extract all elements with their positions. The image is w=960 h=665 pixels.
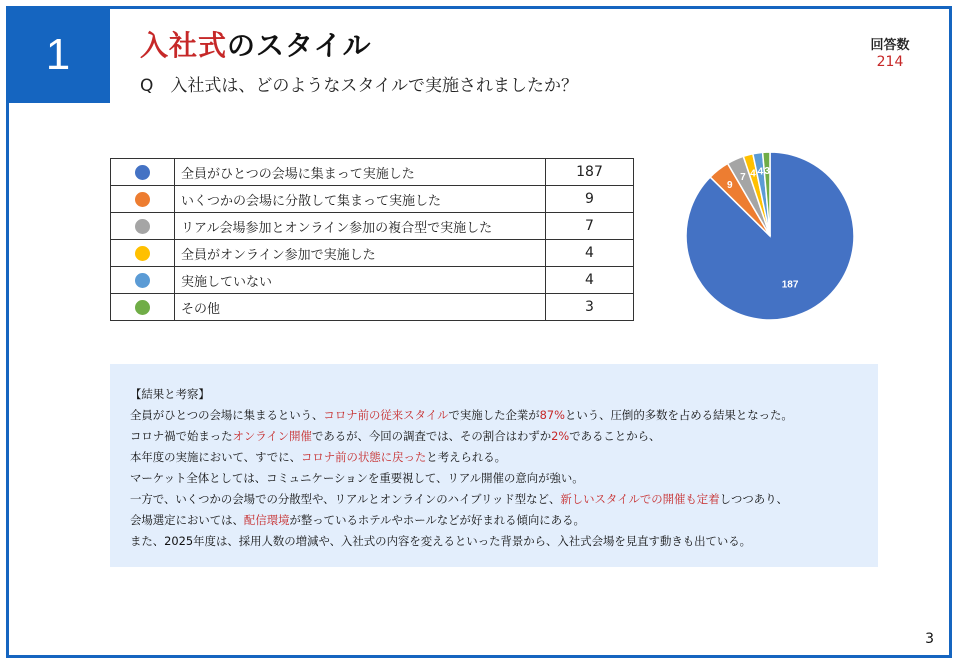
page-number: 3 xyxy=(925,631,934,647)
answer-value: 3 xyxy=(546,294,634,321)
section-number: 1 xyxy=(45,29,71,79)
answer-row xyxy=(111,240,634,267)
answer-color-cell xyxy=(111,294,175,321)
results-notes xyxy=(110,364,878,567)
answer-row xyxy=(111,294,634,321)
response-count-value: 214 xyxy=(876,54,904,70)
answer-label: 全員がオンライン参加で実施した xyxy=(175,240,546,267)
answer-value: 7 xyxy=(546,213,634,240)
title-accent: 入社式 xyxy=(140,29,228,62)
answer-color-cell xyxy=(111,267,175,294)
notes-highlight: 配信環境 xyxy=(243,513,290,527)
response-count xyxy=(860,34,920,70)
notes-heading: 【結果と考察】 xyxy=(130,387,210,401)
notes-highlight: 新しいスタイルでの開催も定着 xyxy=(560,492,720,506)
answer-color-cell xyxy=(111,240,175,267)
pie-data-label: 187 xyxy=(781,279,799,291)
notes-text: また、2025年度は、採用人数の増減や、入社式の内容を変えるといった背景から、入社式会場を見直す動きも出ている。 xyxy=(130,534,752,548)
answer-label: その他 xyxy=(175,294,546,321)
notes-text: コロナ禍で始まった xyxy=(130,429,233,443)
pie-data-label: 3 xyxy=(764,166,770,178)
notes-line xyxy=(130,447,858,468)
notes-highlight: コロナ前の状態に戻った xyxy=(300,450,427,464)
notes-line xyxy=(130,468,858,489)
legend-dot-icon xyxy=(135,246,150,261)
notes-line xyxy=(130,405,858,426)
notes-highlight: コロナ前の従来スタイル xyxy=(323,408,449,422)
notes-text: 全員がひとつの会場に集まるという、 xyxy=(130,408,324,422)
notes-line xyxy=(130,426,858,447)
answer-row xyxy=(111,159,634,186)
notes-text: が整っているホテルやホールなどが好まれる傾向にある。 xyxy=(289,513,585,527)
notes-line xyxy=(130,510,858,531)
legend-dot-icon xyxy=(135,300,150,315)
answer-value: 187 xyxy=(546,159,634,186)
survey-question: Q 入社式は、どのようなスタイルで実施されましたか？ xyxy=(140,76,579,96)
answer-label: 実施していない xyxy=(175,267,546,294)
section-number-badge xyxy=(6,6,110,103)
answer-row xyxy=(111,213,634,240)
answer-color-cell xyxy=(111,213,175,240)
answer-color-cell xyxy=(111,159,175,186)
response-count-label: 回答数 xyxy=(870,38,910,53)
notes-text: マーケット全体としては、コミュニケーションを重要視して、リアル開催の意向が強い。 xyxy=(130,471,584,485)
notes-text: であることから、 xyxy=(569,429,661,443)
pie-data-label: 4 xyxy=(757,166,764,178)
notes-highlight: オンライン開催 xyxy=(232,429,312,443)
pie-data-label: 7 xyxy=(740,171,746,183)
notes-text: と考えられる。 xyxy=(426,450,507,464)
page-title xyxy=(140,24,371,64)
legend-dot-icon xyxy=(135,192,150,207)
answers-table xyxy=(110,158,634,321)
answer-row xyxy=(111,186,634,213)
notes-highlight: 2% xyxy=(551,429,570,443)
notes-text: であるが、今回の調査では、その割合はわずか xyxy=(311,429,552,443)
answer-label: いくつかの会場に分散して集まって実施した xyxy=(175,186,546,213)
legend-dot-icon xyxy=(135,165,150,180)
pie-data-label: 9 xyxy=(727,179,733,191)
notes-text: 本年度の実施において、すでに、 xyxy=(130,450,301,464)
notes-highlight: 87% xyxy=(539,408,565,422)
notes-text: 一方で、いくつかの会場での分散型や、リアルとオンラインのハイブリッド型など、 xyxy=(130,492,561,506)
answer-row xyxy=(111,267,634,294)
answer-value: 4 xyxy=(546,267,634,294)
answer-label: 全員がひとつの会場に集まって実施した xyxy=(175,159,546,186)
pie-chart xyxy=(686,152,854,320)
answer-value: 9 xyxy=(546,186,634,213)
notes-text: で実施した企業が xyxy=(448,408,540,422)
legend-dot-icon xyxy=(135,273,150,288)
notes-text: という、圧倒的多数を占める結果となった。 xyxy=(564,408,793,422)
notes-text: しつつあり、 xyxy=(719,492,788,506)
answer-value: 4 xyxy=(546,240,634,267)
legend-dot-icon xyxy=(135,219,150,234)
notes-line xyxy=(130,489,858,510)
notes-line xyxy=(130,531,858,552)
pie-data-label: 4 xyxy=(750,168,756,180)
answer-color-cell xyxy=(111,186,175,213)
pie-chart-svg xyxy=(686,152,854,320)
notes-text: 会場選定においては、 xyxy=(130,513,244,527)
answer-label: リアル会場参加とオンライン参加の複合型で実施した xyxy=(175,213,546,240)
title-rest: のスタイル xyxy=(227,29,372,62)
